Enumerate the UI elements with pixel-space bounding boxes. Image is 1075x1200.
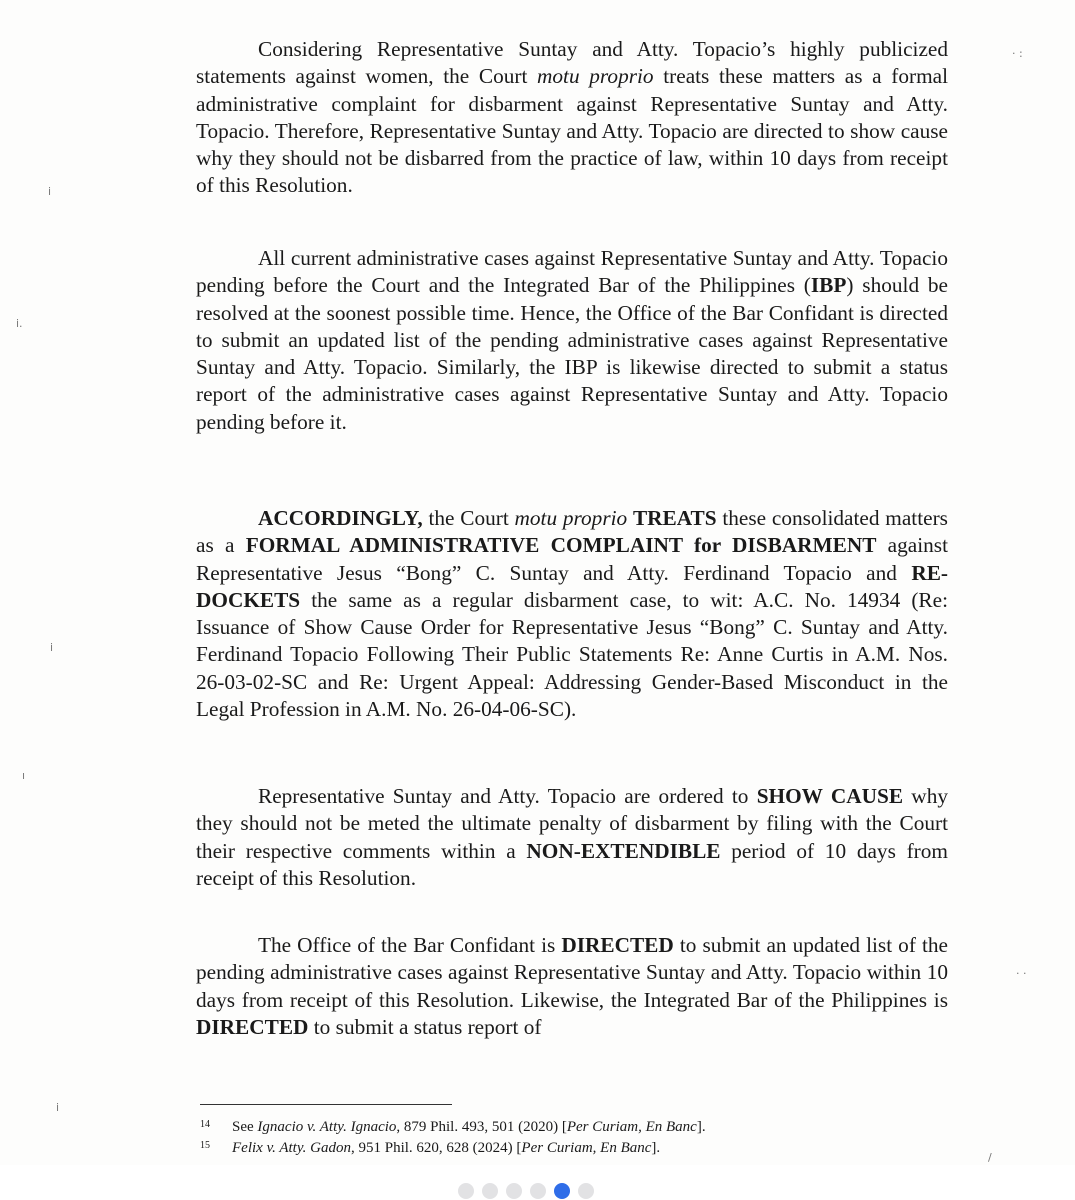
text-run: The Office of the Bar Confidant is <box>258 933 562 957</box>
page-dot-active[interactable] <box>554 1183 570 1199</box>
page-dot[interactable] <box>530 1183 546 1199</box>
paragraph-show-cause-order <box>196 783 948 892</box>
bold-text: DIRECTED <box>196 1014 309 1039</box>
paragraph-pending-cases <box>196 245 948 436</box>
text-run: , 951 Phil. 620, 628 (2024) [ <box>351 1140 522 1156</box>
text-run: to submit a status report of <box>308 1014 542 1039</box>
scan-speck: · : <box>1012 47 1023 60</box>
text-run: against Representative Jesus “Bong” C. Suntay and Atty. Ferdinand Topacio and <box>196 533 948 585</box>
scan-speck: / <box>988 1151 992 1164</box>
scan-speck: ⅰ <box>50 641 54 654</box>
bold-text: RE-DOCKETS <box>196 560 948 612</box>
footnote-14 <box>200 1116 706 1136</box>
page-dots <box>458 1183 594 1199</box>
footnote-number: 15 <box>200 1140 210 1151</box>
page-dot[interactable] <box>506 1183 522 1199</box>
bold-text: DIRECTED <box>561 933 674 957</box>
page-indicator <box>0 1165 1075 1200</box>
scan-speck: ⅰ <box>48 185 52 198</box>
scan-speck: ⅰ <box>56 1101 60 1114</box>
paragraph-accordingly-order <box>196 505 948 723</box>
text-run: these consolidated matters as a <box>196 506 948 558</box>
footnote-15 <box>200 1137 660 1157</box>
italic-text: motu proprio <box>514 506 628 530</box>
text-run: treats these matters as a formal administrative complaint for disbarment against Representative Suntay and Atty. Topacio. Therefore, Representative Suntay and Atty. Topacio are directed to show cause why they should not be disbarred from the practice of law, within 10 days from receipt of this Resolution. <box>196 64 948 198</box>
text-run: ) should be resolved at the soonest possible time. Hence, the Office of the Bar Confidant is directed to submit an updated list of the pending administrative cases against Representative Suntay and Atty. Topacio. Similarly, the IBP is likewise directed to submit a status report of the administrative cases against Representative Suntay and Atty. Topacio pending before it. <box>196 273 949 434</box>
italic-text: motu proprio <box>537 64 654 89</box>
page-dot[interactable] <box>458 1183 474 1199</box>
text-run: the same as a regular disbarment case, to wit: A.C. No. 14934 (Re: Issuance of Show Cause Order for Representative Jesus “Bong” C. Suntay and Atty. Ferdinand Topacio Following Their Public Statements Re: Anne Curtis in A.M. Nos. 26-03-02-SC and Re: Urgent Appeal: Addressing Gender-Based Misconduct in the Legal Profession in A.M. No. 26-04-06-SC). <box>196 587 948 722</box>
text-run: See <box>232 1119 258 1135</box>
scan-speck: ⅰ. <box>16 317 23 330</box>
page-dot[interactable] <box>578 1183 594 1199</box>
bold-text: IBP <box>810 273 847 298</box>
italic-text: Ignacio v. Atty. Ignacio <box>257 1119 397 1135</box>
text-run: to submit an updated list of the pending administrative cases against Representative Suntay and Atty. Topacio within 10 days from receipt of this Resolution. Likewise, the Integrated Bar of the Philippines is <box>196 933 948 1012</box>
italic-text: Per Curiam, En Banc <box>521 1140 652 1156</box>
text-run: Considering Representative Suntay and Atty. Topacio’s highly publicized statements against women, the Court <box>196 37 948 89</box>
text-run: why they should not be meted the ultimate penalty of disbarment by filing with the Court their respective comments within a <box>196 784 948 863</box>
text-run: the Court <box>422 506 515 530</box>
scan-speck: · · <box>1016 967 1027 980</box>
bold-text: NON-EXTENDIBLE <box>526 838 721 863</box>
italic-text: Felix v. Atty. Gadon <box>232 1140 351 1156</box>
text-run: All current administrative cases against Representative Suntay and Atty. Topacio pending before the Court and the Integrated Bar of the Philippines ( <box>196 246 948 298</box>
scan-speck: ı <box>22 769 26 782</box>
bold-text: FORMAL ADMINISTRATIVE COMPLAINT for DISBARMENT <box>245 533 877 558</box>
bold-text: ACCORDINGLY, <box>258 506 423 530</box>
bold-text: TREATS <box>632 506 717 530</box>
text-run: Representative Suntay and Atty. Topacio are ordered to <box>258 784 757 808</box>
italic-text: Per Curiam, En Banc <box>566 1119 697 1135</box>
text-run: ]. <box>696 1119 706 1135</box>
paragraph-show-cause-intro <box>196 36 948 200</box>
paragraph-directives <box>196 932 948 1041</box>
bold-text: SHOW CAUSE <box>756 784 904 808</box>
footnote-number: 14 <box>200 1119 210 1130</box>
text-run: ]. <box>651 1140 661 1156</box>
footnote-separator <box>200 1104 452 1105</box>
page-dot[interactable] <box>482 1183 498 1199</box>
text-run: period of 10 days from receipt of this Resolution. <box>196 838 948 890</box>
text-run: , 879 Phil. 493, 501 (2020) [ <box>396 1119 567 1135</box>
